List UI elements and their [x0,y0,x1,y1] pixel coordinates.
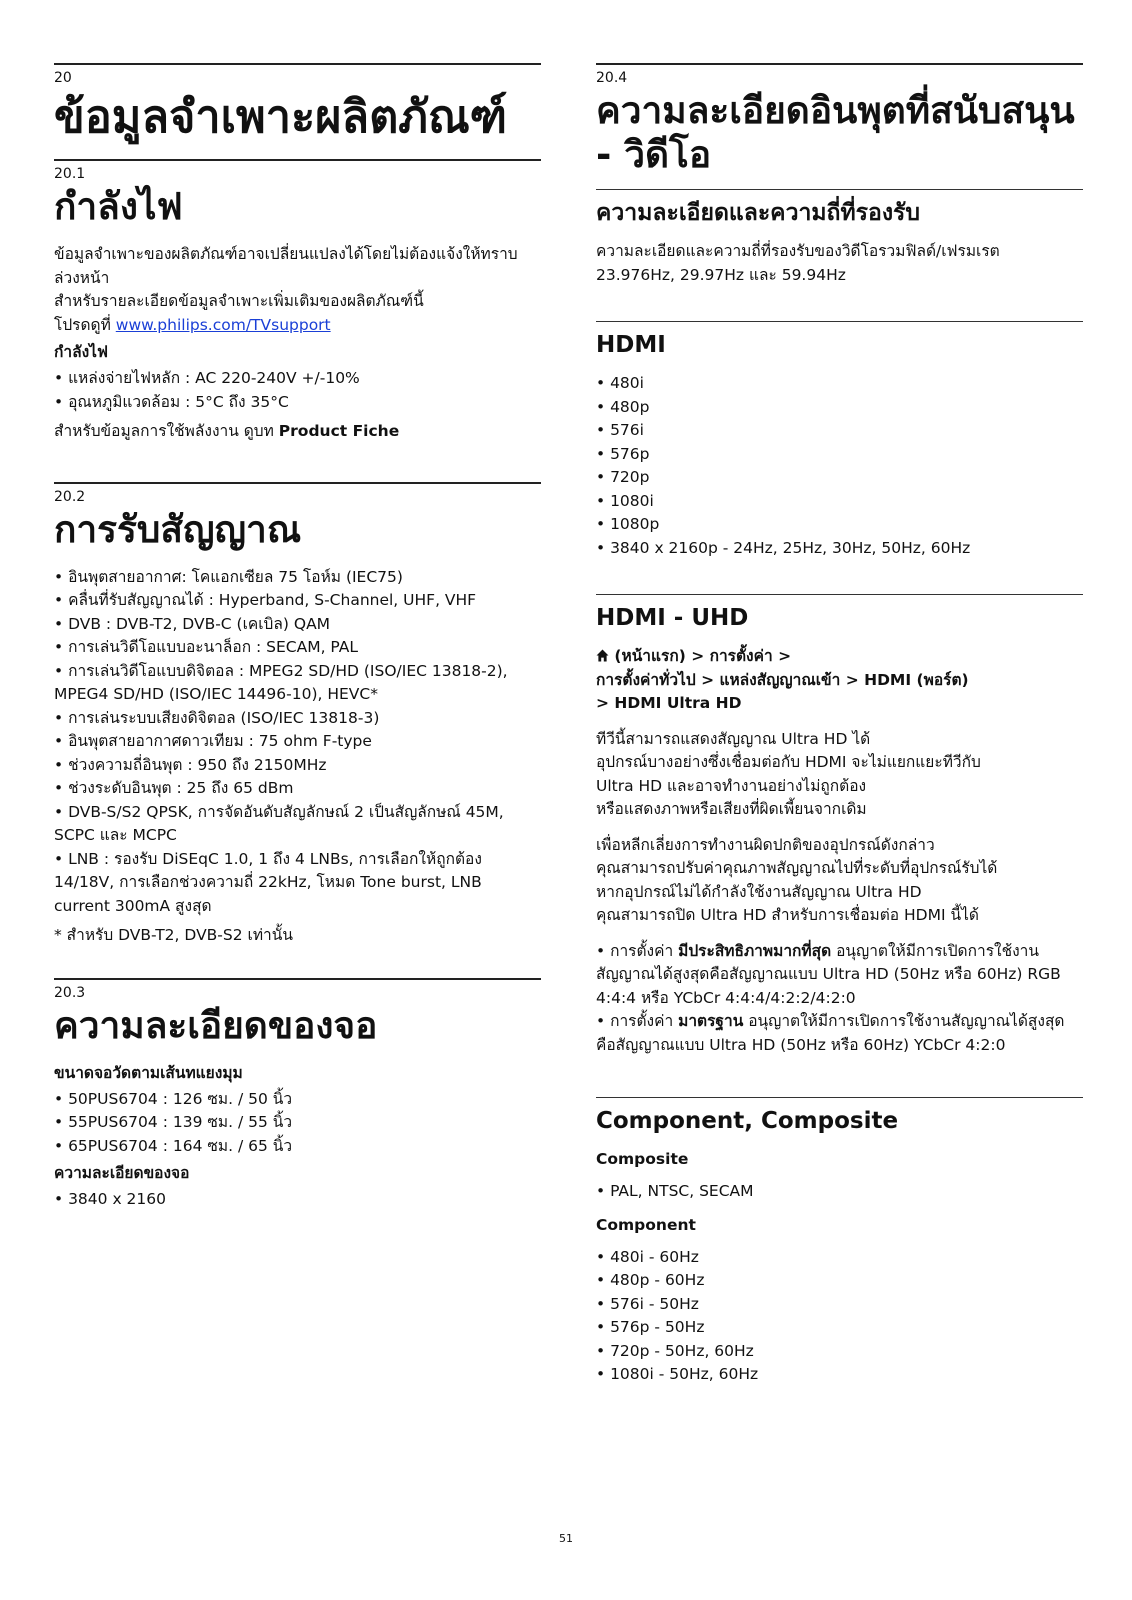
section-title: กำลังไฟ [54,185,183,228]
composite-heading: Composite [596,1150,689,1168]
body-text: หรือแสดงภาพหรือเสียงที่ผิดเพี้ยนจากเดิม [596,800,867,818]
body-text: ความละเอียดและความถี่ที่รองรับของวิดีโอรวมฟิลด์/เฟรมเรต [596,242,1000,260]
path-separator: > [685,647,710,665]
list-item: • 480i [596,374,644,392]
list-item: • 576p [596,444,650,463]
option-standard [596,1010,1083,1057]
list-item: • PAL, NTSC, SECAM [596,1182,754,1200]
support-link[interactable]: www.philips.com/TVsupport [115,315,331,334]
body-text: คุณสามารถปิด Ultra HD สำหรับการเชื่อมต่อ HDMI นี้ได้ [596,906,979,924]
list-item: • 480p - 60Hz [596,1271,705,1289]
list-item: • แหล่งจ่ายไฟหลัก : AC 220-240V +/-10% [54,369,360,387]
list-item: • 480i - 60Hz [596,1247,699,1266]
subsection-title: HDMI [596,332,666,358]
home-icon [596,649,609,662]
section-number: 20 [54,70,72,86]
intro-text: ข้อมูลจำเพาะของผลิตภัณฑ์อาจเปลี่ยนแปลงได้โดยไม่ต้องแจ้งให้ทราบล่วงหน้า [54,245,518,287]
path-settings: การตั้งค่า [709,647,773,665]
option-description: อนุญาตให้มีการเปิดการใช้งานสัญญาณได้สูงสุดคือสัญญาณแบบ Ultra HD (50Hz หรือ 60Hz) YCbCr 4:2:0 [596,1012,1065,1054]
body-text: หากอุปกรณ์ไม่ได้กำลังใช้งานสัญญาณ Ultra HD [596,882,922,901]
intro-text: สำหรับรายละเอียดข้อมูลจำเพาะเพิ่มเติมของผลิตภัณฑ์นี้ [54,292,424,310]
list-item: • LNB : รองรับ DiSEqC 1.0, 1 ถึง 4 LNBs, การเลือกให้ถูกต้อง 14/18V, การเลือกช่วงความถี่ 22kHz, โหมด Tone burst, LNB current 300mA สูงสุด [54,849,482,915]
option-name: มาตรฐาน [678,1012,744,1030]
section-title: ความละเอียดของจอ [54,1003,378,1047]
subsection-hdmi [596,321,1083,594]
list-item: • 1080i [596,491,654,510]
option-description: อนุญาตให้มีการเปิดการใช้งานสัญญาณได้สูงสุดคือสัญญาณแบบ Ultra HD (50Hz หรือ 60Hz) RGB 4:4:4 หรือ YCbCr 4:4:4/4:2:2/4:2:0 [596,941,1061,1007]
option-optimal [596,940,1083,1011]
list-item: • 720p - 50Hz, 60Hz [596,1341,754,1360]
list-item: • 720p [596,468,650,486]
list-item: • 50PUS6704 : 126 ซม. / 50 นิ้ว [54,1089,293,1108]
list-item: • 55PUS6704 : 139 ซม. / 55 นิ้ว [54,1113,293,1131]
product-fiche: Product Fiche [278,422,400,440]
section-20 [54,63,541,145]
list-item: • 3840 x 2160p - 24Hz, 25Hz, 30Hz, 50Hz, 60Hz [596,538,971,557]
list-item: • การเล่นระบบเสียงดิจิตอล (ISO/IEC 13818-3) [54,708,380,727]
list-item: • การเล่นวิดีโอแบบอะนาล็อก : SECAM, PAL [54,638,359,656]
link-prefix: โปรดดูที่ [54,315,116,334]
section-number: 20.1 [54,166,86,182]
body-text: คุณสามารถปรับค่าคุณภาพสัญญาณไปที่ระดับที่อุปกรณ์รับได้ [596,859,998,877]
section-20-4 [596,63,1083,177]
support-link-line [54,314,541,338]
body-text: ทีวีนี้สามารถแสดงสัญญาณ Ultra HD ได้ [596,729,871,748]
list-item: • คลื่นที่รับสัญญาณได้ : Hyperband, S-Channel, UHF, VHF [54,591,477,609]
option-prefix: • การตั้งค่า [596,941,679,960]
list-item: • อินพุตสายอากาศดาวเทียม : 75 ohm F-type [54,732,372,750]
list-item: • 576i - 50Hz [596,1294,699,1313]
body-text: Ultra HD และอาจทำงานอย่างไม่ถูกต้อง [596,776,867,795]
left-column [54,63,541,1212]
path-general: การตั้งค่าทั่วไป [596,670,696,689]
list-item: • 3840 x 2160 [54,1190,166,1208]
subsection-title: Component, Composite [596,1108,899,1134]
section-20-1 [54,159,541,482]
list-item: • 480p [596,397,650,416]
subsection-component [596,1097,1083,1387]
option-name: มีประสิทธิภาพมากที่สุด [678,941,832,960]
right-column [596,63,1083,1387]
list-item: • 1080i - 50Hz, 60Hz [596,1365,759,1383]
list-item: • 576p - 50Hz [596,1318,705,1336]
section-number: 20.3 [54,984,86,1001]
section-number: 20.4 [596,70,628,86]
component-heading: Component [596,1215,696,1234]
section-20-2 [54,482,541,978]
list-item: • ช่วงความถี่อินพุต : 950 ถึง 2150MHz [54,755,327,774]
section-number: 20.2 [54,488,86,505]
path-separator: > [695,670,720,689]
footnote: * สำหรับ DVB-T2, DVB-S2 เท่านั้น [54,926,293,944]
list-item: • DVB-S/S2 QPSK, การจัดอันดับสัญลักษณ์ 2 เป็นสัญลักษณ์ 45M, SCPC และ MCPC [54,802,504,844]
path-sources: แหล่งสัญญาณเข้า [719,670,841,689]
path-separator: > [772,647,792,665]
list-item: • 65PUS6704 : 164 ซม. / 65 นิ้ว [54,1136,293,1155]
diagonal-heading: ขนาดจอวัดตามเส้นทแยงมุม [54,1063,243,1082]
list-item: • ช่วงระดับอินพุต : 25 ถึง 65 dBm [54,779,294,797]
body-text: เพื่อหลีกเลี่ยงการทำงานผิดปกติของอุปกรณ์ดังกล่าว [596,835,935,854]
section-title: การรับสัญญาณ [54,507,302,551]
path-hdmi-port: HDMI (พอร์ต) [864,670,969,689]
page-number: 51 [559,1532,573,1545]
path-home: (หน้าแรก) [614,647,686,665]
body-text: 23.976Hz, 29.97Hz และ 59.94Hz [596,265,846,284]
list-item: • อินพุตสายอากาศ: โคแอกเซียล 75 โอห์ม (IEC75) [54,567,403,586]
energy-note [54,420,541,444]
chapter-title: ข้อมูลจำเพาะผลิตภัณฑ์ [54,90,508,143]
subsection-title: HDMI - UHD [596,605,749,631]
list-item: • อุณหภูมิแวดล้อม : 5°C ถึง 35°C [54,392,289,411]
resolution-heading: ความละเอียดของจอ [54,1164,190,1182]
subsection-hdmi-uhd [596,594,1083,1097]
menu-path [596,645,1083,716]
power-heading: กำลังไฟ [54,343,108,361]
subsection-title: ความละเอียดและความถี่ที่รองรับ [596,200,920,226]
option-prefix: • การตั้งค่า [596,1012,679,1030]
list-item: • 576i [596,421,644,439]
list-item: • DVB : DVB-T2, DVB-C (เคเบิล) QAM [54,614,331,633]
path-uhd: HDMI Ultra HD [614,694,742,712]
body-text: อุปกรณ์บางอย่างซึ่งเชื่อมต่อกับ HDMI จะไม่แยกแยะทีวีกับ [596,753,981,771]
subsection-resolution-frequency [596,189,1083,321]
list-item: • การเล่นวิดีโอแบบดิจิตอล : MPEG2 SD/HD (ISO/IEC 13818-2), MPEG4 SD/HD (ISO/IEC 14496-10), HEVC* [54,661,508,703]
section-title: ความละเอียดอินพุตที่สนับสนุน - วิดีโอ [596,89,1075,176]
path-separator: > [840,670,865,689]
energy-note-text: สำหรับข้อมูลการใช้พลังงาน ดูบท [54,422,279,440]
section-20-3 [54,978,541,1212]
list-item: • 1080p [596,515,660,533]
path-separator: > [596,694,615,712]
